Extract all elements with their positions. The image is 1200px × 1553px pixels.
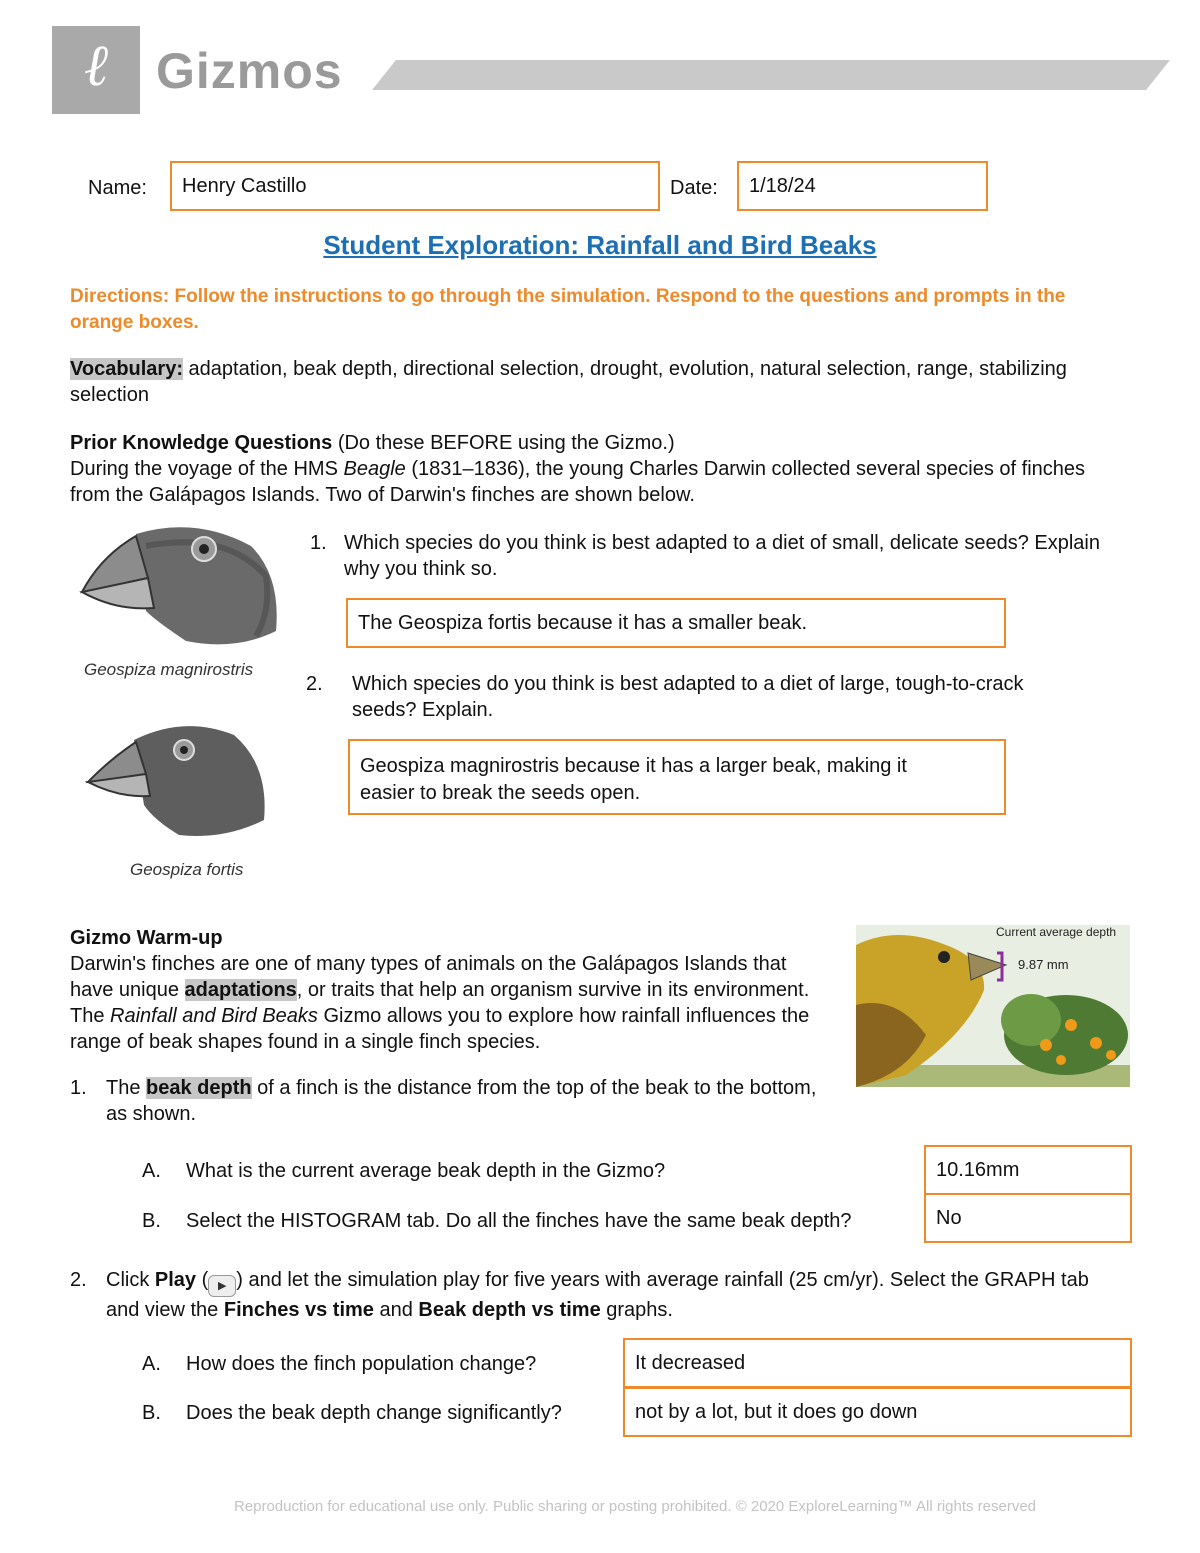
- current-average-depth-label: Current average depth: [996, 925, 1117, 939]
- date-label: Date:: [670, 177, 718, 199]
- prior-q1-text: Which species do you think is best adapted to a diet of small, delicate seeds? Explain why you think so.: [344, 532, 1100, 580]
- warmup-gizmo-name: Rainfall and Bird Beaks: [110, 1005, 318, 1027]
- warmup-q2-play: Play: [154, 1269, 197, 1291]
- warmup-q1B-text: Select the HISTOGRAM tab. Do all the finches have the same beak depth?: [186, 1210, 852, 1232]
- warmup-q2-number: 2.: [70, 1269, 87, 1291]
- bird1-caption: Geospiza magnirostris: [84, 660, 254, 679]
- play-icon: ▶: [208, 1275, 236, 1297]
- directions: Directions: Follow the instructions to go through the simulation. Respond to the questions and prompts in the orange boxes.: [70, 286, 1066, 333]
- warmup-q2B-text: Does the beak depth change significantly?: [186, 1402, 562, 1424]
- warmup-q2-text: [106, 1267, 1106, 1323]
- warmup-p1: Darwin's finches are one of many types of animals on the Galápagos Islands that have unique: [70, 953, 787, 1001]
- bird2-caption: Geospiza fortis: [130, 860, 244, 879]
- prior-heading-note: (Do these BEFORE using the Gizmo.): [332, 432, 675, 454]
- warmup-q2-bdvt: Beak depth vs time: [418, 1299, 601, 1321]
- warmup-q1A-answer[interactable]: 10.16mm: [924, 1145, 1132, 1195]
- warmup-q2-fvt: Finches vs time: [223, 1299, 374, 1321]
- warmup-q2A-letter: A.: [142, 1353, 161, 1375]
- warmup-section: [70, 925, 810, 1055]
- warmup-heading: Gizmo Warm-up: [70, 927, 223, 949]
- prior-intro-2: (1831–1836), the young Charles Darwin collected several species of finches from the Galápagos Islands. Two of Darwin's finches are shown below.: [70, 458, 1086, 506]
- warmup-q2-b: (: [196, 1269, 209, 1291]
- current-average-depth-value: 9.87 mm: [1018, 957, 1069, 972]
- warmup-q2-c: ) and let the simulation play for five years with average rainfall (25 cm/yr). Select the GRAPH tab and view the: [106, 1269, 1089, 1321]
- warmup-q2A-text: How does the finch population change?: [186, 1353, 537, 1375]
- warmup-q1-b: of a finch is the distance from the top of the beak to the bottom, as shown.: [106, 1077, 817, 1125]
- warmup-q2A-answer[interactable]: It decreased: [623, 1338, 1132, 1388]
- prior-q1-answer[interactable]: The Geospiza fortis because it has a smaller beak.: [346, 598, 1006, 648]
- vocabulary: [70, 356, 1070, 408]
- warmup-p3: Gizmo allows you to explore how rainfall influences the range of beak shapes found in a single finch species.: [70, 1005, 810, 1053]
- warmup-q1B-letter: B.: [142, 1210, 161, 1232]
- prior-q2-number: 2.: [306, 673, 323, 695]
- prior-knowledge-section: [70, 430, 1130, 508]
- finch-gizmo-image: [856, 925, 1130, 1087]
- warmup-q1A-text: What is the current average beak depth in the Gizmo?: [186, 1160, 666, 1182]
- logo-mark: [52, 26, 140, 114]
- warmup-q1-a: The: [106, 1077, 147, 1099]
- header-bar: [372, 60, 1170, 90]
- date-field[interactable]: 1/18/24: [737, 161, 988, 211]
- warmup-q1A-letter: A.: [142, 1160, 161, 1182]
- warmup-p2: , or traits that help an organism survive in its environment. The: [70, 979, 810, 1027]
- name-label: Name:: [88, 177, 147, 199]
- warmup-q2B-letter: B.: [142, 1402, 161, 1424]
- warmup-q2-a: Click: [106, 1269, 155, 1291]
- prior-q2-text: Which species do you think is best adapted to a diet of large, tough-to-crack seeds? Explain.: [352, 673, 1024, 721]
- warmup-q2B-answer[interactable]: not by a lot, but it does go down: [623, 1387, 1132, 1437]
- prior-q2-answer[interactable]: Geospiza magnirostris because it has a larger beak, making it easier to break the seeds open.: [348, 739, 1006, 815]
- warmup-q2-and: and: [373, 1299, 419, 1321]
- warmup-q1-number: 1.: [70, 1077, 87, 1099]
- warmup-q2-end: graphs.: [600, 1299, 673, 1321]
- logo-glyph: ℓ: [83, 33, 109, 98]
- logo-text: Gizmos: [156, 43, 343, 99]
- warmup-adaptations: adaptations: [184, 979, 297, 1001]
- footer-copyright: Reproduction for educational use only. Public sharing or posting prohibited. © 2020 ExploreLearning™ All rights reserved: [233, 1498, 1037, 1515]
- prior-q1-number: 1.: [310, 532, 327, 554]
- vocabulary-label: Vocabulary:: [70, 358, 183, 380]
- prior-heading: Prior Knowledge Questions: [70, 432, 333, 454]
- warmup-q1B-answer[interactable]: No: [924, 1193, 1132, 1243]
- warmup-q1-text: [106, 1075, 826, 1127]
- prior-intro-ship: Beagle: [343, 458, 406, 480]
- geospiza-fortis-image: [84, 710, 274, 850]
- vocabulary-text: adaptation, beak depth, directional selection, drought, evolution, natural selection, range, stabilizing selection: [70, 358, 1067, 406]
- prior-intro-1: During the voyage of the HMS: [70, 458, 344, 480]
- name-field[interactable]: Henry Castillo: [170, 161, 660, 211]
- warmup-beak-depth: beak depth: [146, 1077, 252, 1099]
- geospiza-magnirostris-image: [76, 516, 296, 656]
- page-title: Student Exploration: Rainfall and Bird Beaks: [323, 230, 877, 260]
